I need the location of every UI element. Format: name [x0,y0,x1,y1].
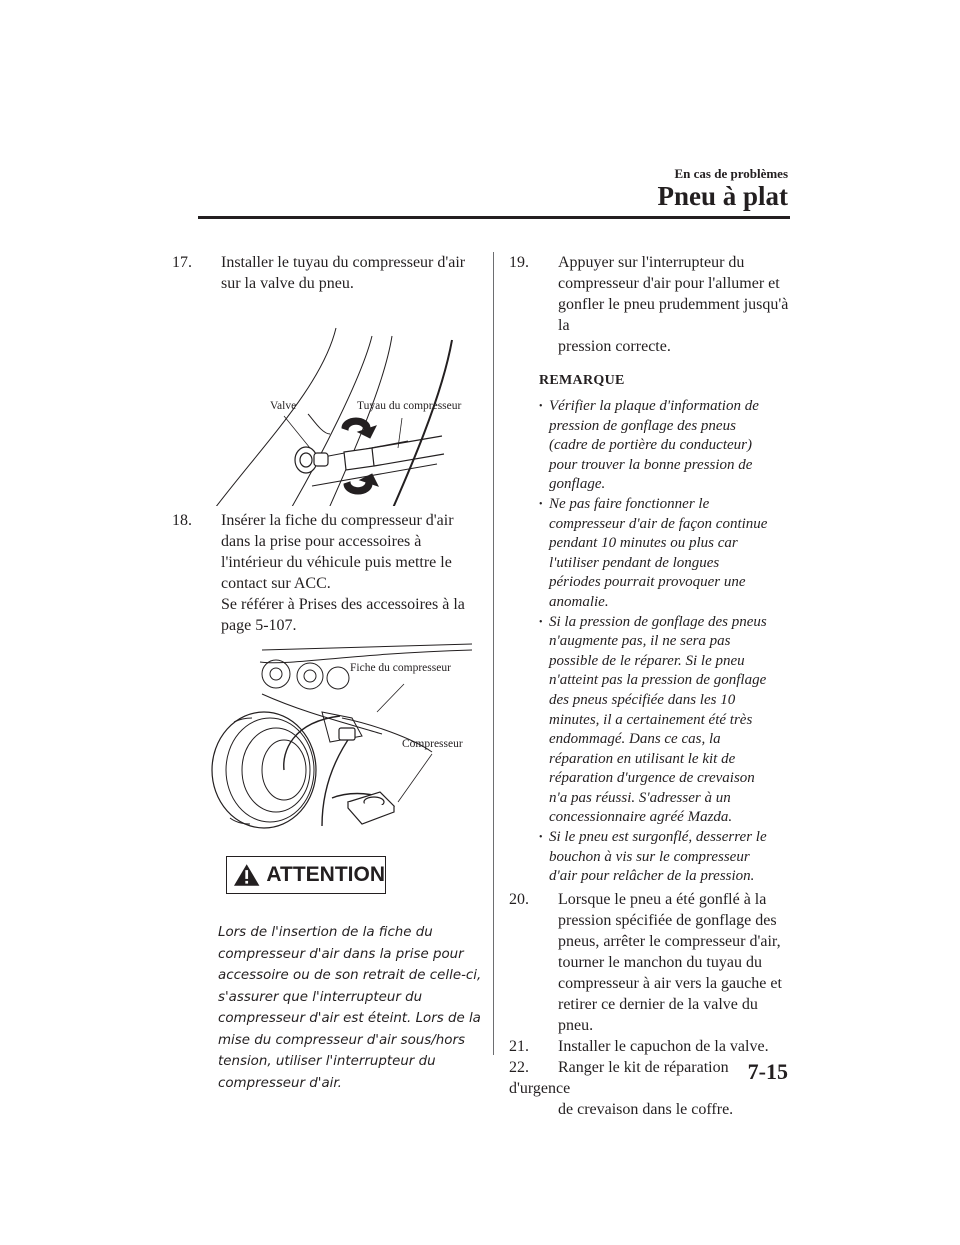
left-column [172,252,482,1094]
step-number: 19. [509,254,529,271]
attention-banner [226,856,386,894]
page-number: 7-15 [747,1059,788,1084]
remark-line: pour trouver la bonne pression de [549,456,753,473]
remark-bullet [539,828,791,887]
remark-line: endommagé. Dans ce cas, la [549,731,721,748]
remark-line: • Si le pneu est surgonflé, desserrer le [549,829,767,846]
header-rule [198,216,790,219]
remark-line: minutes, il a certainement été très [549,711,753,728]
remark-line: des pneus spécifiée dans les 10 [549,691,736,708]
step-text: contact sur ACC. [221,575,331,592]
step-text: tourner le manchon du tuyau du [558,953,762,971]
remark-line: pression de gonflage des pneus [549,417,736,434]
remark-line: compresseur d'air de façon continue [549,515,768,532]
remark-line: n'augmente pas, il ne sera pas [549,633,731,650]
step-text: Lorsque le pneu a été gonflé à la [558,890,767,908]
step-text: de crevaison dans le coffre. [558,1100,734,1118]
step-text: Insérer la fiche du compresseur d'air [221,512,454,529]
step-text: page 5-107. [221,617,297,634]
step-text: sur la valve du pneu. [221,275,354,292]
step-number: 20. [509,890,529,908]
step-18 [172,510,477,636]
plug-label: Fiche du compresseur [350,662,451,674]
remark-line: possible de le réparer. Si le pneu [549,652,745,669]
remark-line: périodes pourrait provoquer une [549,574,746,591]
step-number: 22. [509,1058,529,1076]
remark-line: réparation en utilisant le kit de [549,750,736,767]
remark-line: concessionnaire agréé Mazda. [549,809,733,826]
valve-label: Valve [270,400,297,412]
figure-compressor [172,642,477,830]
step-text: Ranger le kit de réparation d'urgence [509,1058,729,1097]
remark-title: REMARQUE [539,373,625,388]
page-title: Pneu à plat [657,181,788,211]
remark-bullet [539,613,791,829]
step-17 [172,252,477,294]
step-text: Se référer à Prises des accessoires à la [221,596,465,613]
remark-line: n'atteint pas la pression de gonflage [549,672,767,689]
step-number: 17. [172,254,192,271]
remark-bullet [539,397,791,495]
section-header: En cas de problèmes [674,166,788,181]
remark-line: • Ne pas faire fonctionner le [549,495,710,512]
attention-text: Lors de l'insertion de la fiche du compresseur d'air dans la prise pour accessoire ou de son retrait de celle-ci, s'assurer que l'interrupteur du compresseur d'air est éteint. Lors de la mise du compresseur d'air sous/hors tension, utiliser l'interrupteur du compresseur d'air. [218,925,482,1091]
column-divider [493,252,494,1055]
step-text: Installer le tuyau du compresseur d'air [221,254,466,271]
step-20 [509,889,791,1036]
step-text: dans la prise pour accessoires à [221,533,422,550]
remark-line: l'utiliser pendant de longues [549,554,720,571]
remark-line: réparation d'urgence de crevaison [549,770,755,787]
remark-line: • Si la pression de gonflage des pneus [549,613,767,630]
step-text: pression spécifiée de gonflage des [558,911,777,929]
step-text: Appuyer sur l'interrupteur du [558,254,745,271]
step-text: compresseur à air vers la gauche et [558,974,782,992]
step-text: pression correcte. [558,338,671,355]
remark-bullet [539,495,791,613]
step-text: gonfler le pneu prudemment jusqu'à la [558,296,789,334]
remark-line: gonflage. [549,476,606,493]
step-text: compresseur d'air pour l'allumer et [558,275,780,292]
figure-valve-hose [172,296,477,506]
step-number: 21. [509,1037,529,1055]
remark-line: bouchon à vis sur le compresseur [549,848,750,865]
remark-line: (cadre de portière du conducteur) [549,437,752,454]
right-column [509,252,791,1120]
step-text: Installer le capuchon de la valve. [558,1037,769,1055]
remark-line: pendant 10 minutes ou plus car [549,535,738,552]
warning-triangle-icon [233,863,260,887]
step-number: 18. [172,512,192,529]
step-19 [509,252,791,357]
step-21 [509,1036,791,1057]
remark-line: d'air pour relâcher de la pression. [549,868,755,885]
remark-line: n'a pas réussi. S'adresser à un [549,789,731,806]
step-text: l'intérieur du véhicule puis mettre le [221,554,452,571]
step-text: pneus, arrêter le compresseur d'air, [558,932,781,950]
remark-line: • Vérifier la plaque d'information de [549,398,759,414]
step-text: retirer ce dernier de la valve du pneu. [558,995,758,1034]
attention-label: ATTENTION [266,863,385,886]
remark-line: anomalie. [549,593,609,610]
compressor-label: Compresseur [402,738,463,750]
hose-label: Tuyau du compresseur [357,400,462,412]
